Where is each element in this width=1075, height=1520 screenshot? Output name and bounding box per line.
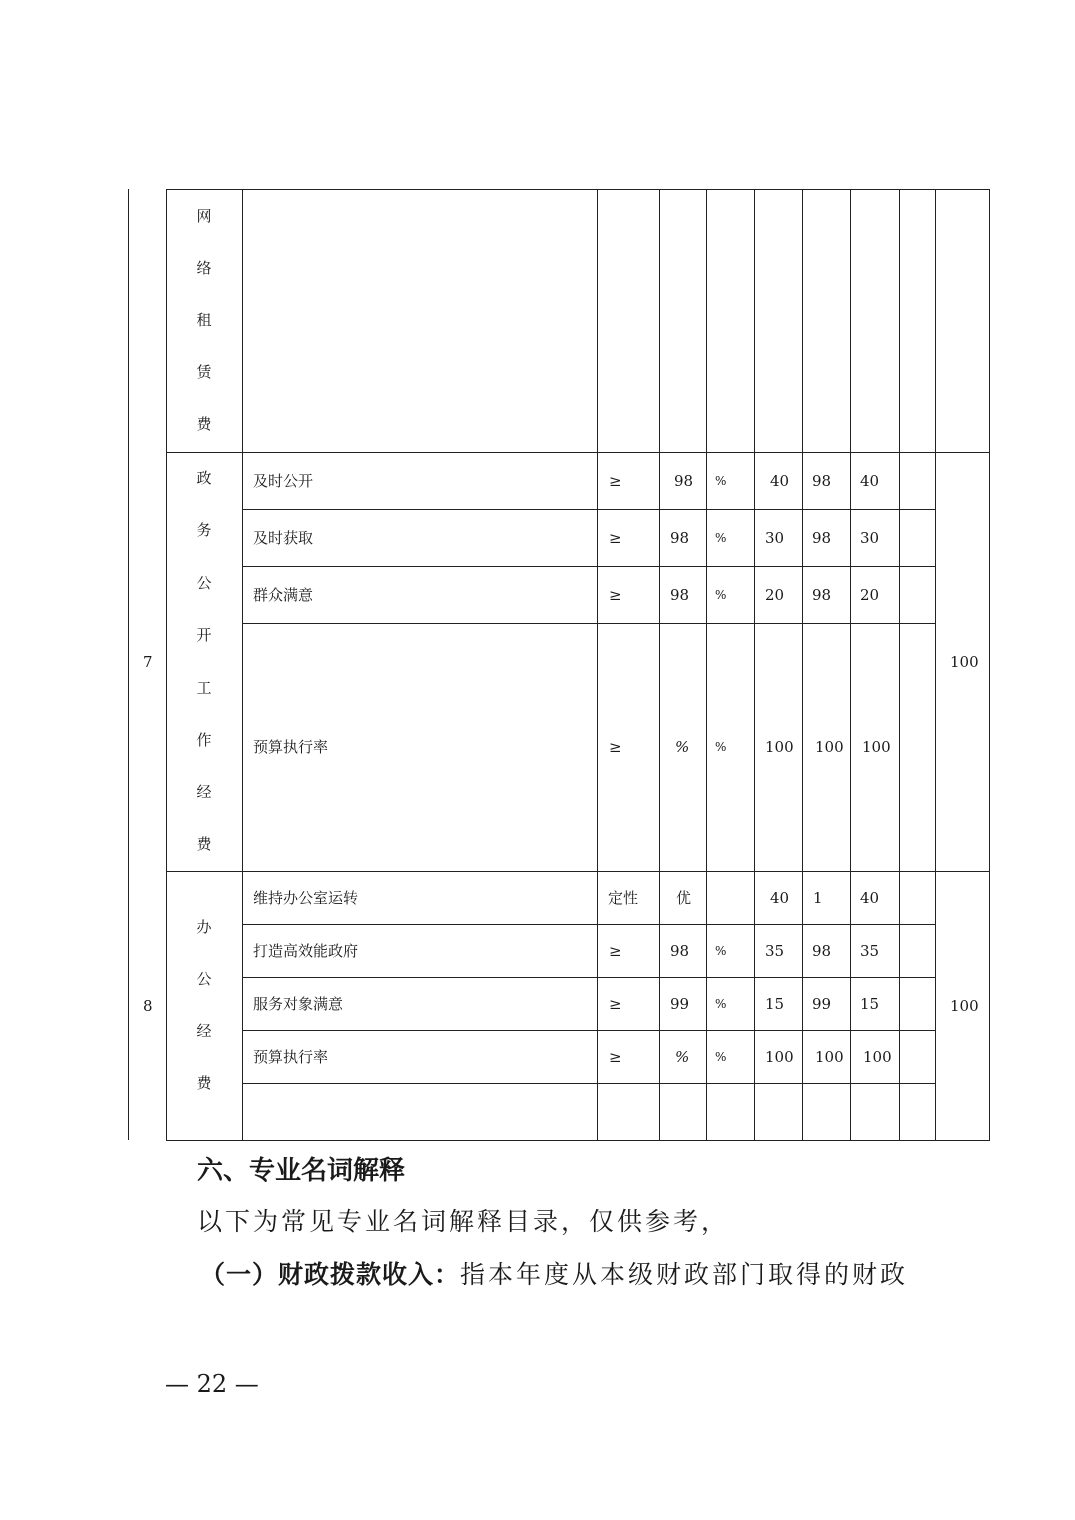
indicator-actual: 98 — [812, 472, 832, 490]
indicator-target: 98 — [670, 529, 690, 547]
item-name-char: 务 — [196, 521, 212, 539]
indicator-target: 99 — [670, 995, 690, 1013]
indicator-weight: 40 — [770, 889, 790, 907]
item-name-char: 赁 — [196, 363, 212, 381]
item-name-char: 政 — [196, 469, 212, 487]
item-name-char: 费 — [196, 415, 212, 433]
item-name-char: 作 — [196, 731, 212, 749]
indicator-name: 及时公开 — [253, 472, 314, 490]
item-name-char: 租 — [196, 311, 212, 329]
indicator-weight: 35 — [765, 942, 785, 960]
indicator-score: 40 — [860, 889, 880, 907]
item-name-char: 络 — [196, 259, 212, 277]
item-name-char: 网 — [196, 207, 212, 225]
indicator-operator: ≥ — [609, 586, 622, 604]
indicator-score: 35 — [860, 942, 880, 960]
indicator-name: 预算执行率 — [253, 738, 329, 756]
indicator-unit: % — [715, 997, 727, 1011]
total-score: 100 — [950, 997, 979, 1015]
indicator-name: 服务对象满意 — [253, 995, 344, 1013]
indicator-name: 打造高效能政府 — [253, 942, 359, 960]
term-paragraph — [200, 1255, 908, 1291]
term-label: （一）财政拨款收入： — [200, 1260, 461, 1289]
indicator-target: 优 — [676, 889, 692, 907]
indicator-actual: 98 — [812, 529, 832, 547]
total-score: 100 — [950, 653, 979, 671]
page-number: — 22 — — [165, 1370, 259, 1398]
indicator-actual: 98 — [812, 586, 832, 604]
indicator-weight: 40 — [770, 472, 790, 490]
indicator-operator: ≥ — [609, 472, 622, 490]
item-name-char: 办 — [196, 918, 212, 936]
indicator-score: 40 — [860, 472, 880, 490]
indicator-score: 15 — [860, 995, 880, 1013]
indicator-name: 群众满意 — [253, 586, 314, 604]
item-name-char: 经 — [196, 1022, 212, 1040]
indicator-actual: 100 — [815, 738, 844, 756]
item-name-char: 公 — [196, 574, 212, 592]
item-name-char: 工 — [196, 679, 212, 697]
indicator-score: 30 — [860, 529, 880, 547]
indicator-weight: 20 — [765, 586, 785, 604]
indicator-weight: 15 — [765, 995, 785, 1013]
indicator-weight: 30 — [765, 529, 785, 547]
indicator-name: 及时获取 — [253, 529, 314, 547]
item-name-char: 经 — [196, 783, 212, 801]
indicator-target: 98 — [670, 586, 690, 604]
indicator-operator: ≥ — [609, 942, 622, 960]
item-name-char: 开 — [196, 626, 212, 644]
indicator-operator: ≥ — [609, 1048, 622, 1066]
indicator-actual: 100 — [815, 1048, 844, 1066]
indicator-name: 维持办公室运转 — [253, 889, 359, 907]
indicator-unit: % — [715, 474, 727, 488]
row-number: 7 — [143, 653, 153, 671]
indicator-target: 98 — [674, 472, 694, 490]
indicator-operator: 定性 — [608, 889, 639, 907]
indicator-unit: % — [715, 944, 727, 958]
indicator-unit: % — [715, 531, 727, 545]
indicator-name: 预算执行率 — [253, 1048, 329, 1066]
indicator-score: 20 — [860, 586, 880, 604]
term-text: 指本年度从本级财政部门取得的财政 — [460, 1260, 909, 1289]
item-name-char: 公 — [196, 970, 212, 988]
indicator-target: % — [675, 1048, 690, 1066]
indicator-target: 98 — [670, 942, 690, 960]
indicator-weight: 100 — [765, 1048, 794, 1066]
indicator-actual: 98 — [812, 942, 832, 960]
indicator-unit: % — [715, 1050, 727, 1064]
indicator-score: 100 — [863, 1048, 892, 1066]
indicator-actual: 1 — [813, 889, 823, 907]
row-number: 8 — [143, 997, 153, 1015]
indicator-weight: 100 — [765, 738, 794, 756]
item-name-char: 费 — [196, 1074, 212, 1092]
indicator-unit: % — [715, 740, 727, 754]
section-heading: 六、专业名词解释 — [197, 1156, 406, 1186]
indicator-actual: 99 — [812, 995, 832, 1013]
indicator-operator: ≥ — [609, 738, 622, 756]
item-name-char: 费 — [196, 835, 212, 853]
intro-paragraph: 以下为常见专业名词解释目录，仅供参考， — [197, 1207, 730, 1236]
indicator-unit: % — [715, 588, 727, 602]
indicator-operator: ≥ — [609, 529, 622, 547]
indicator-operator: ≥ — [609, 995, 622, 1013]
indicator-score: 100 — [862, 738, 891, 756]
indicator-target: % — [675, 738, 690, 756]
